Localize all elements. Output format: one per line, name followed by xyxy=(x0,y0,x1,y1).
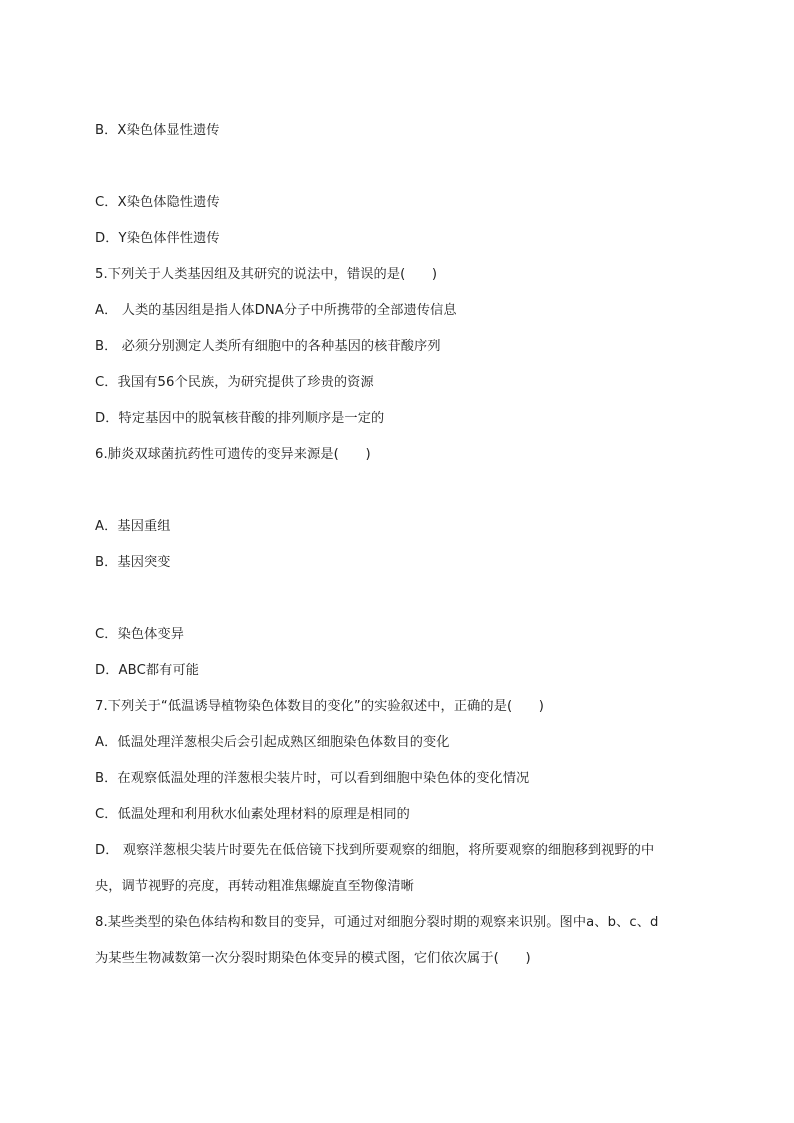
option-5a: A． 人类的基因组是指人体DNA分子中所携带的全部遗传信息 xyxy=(95,303,457,318)
option-7a: A．低温处理洋葱根尖后会引起成熟区细胞染色体数目的变化 xyxy=(95,735,450,750)
question-8-stem-line-1: 8.某些类型的染色体结构和数目的变异，可通过对细胞分裂时期的观察来识别。图中a、b、c、d xyxy=(95,915,659,930)
option-4b: B．X染色体显性遗传 xyxy=(95,123,220,138)
option-5b: B． 必须分别测定人类所有细胞中的各种基因的核苷酸序列 xyxy=(95,339,441,354)
option-5d: D．特定基因中的脱氧核苷酸的排列顺序是一定的 xyxy=(95,411,385,426)
option-6c: C．染色体变异 xyxy=(95,627,185,642)
question-5-stem: 5.下列关于人类基因组及其研究的说法中，错误的是( ) xyxy=(95,267,438,282)
option-6d: D．ABC都有可能 xyxy=(95,663,200,678)
option-7c: C．低温处理和利用秋水仙素处理材料的原理是相同的 xyxy=(95,807,410,822)
question-8-stem-line-2: 为某些生物减数第一次分裂时期染色体变异的模式图，它们依次属于( ) xyxy=(95,951,531,966)
option-7b: B．在观察低温处理的洋葱根尖装片时，可以看到细胞中染色体的变化情况 xyxy=(95,771,530,786)
option-7d-line-2: 央，调节视野的亮度，再转动粗准焦螺旋直至物像清晰 xyxy=(95,879,414,894)
option-5c: C．我国有56个民族，为研究提供了珍贵的资源 xyxy=(95,375,374,390)
option-6a: A．基因重组 xyxy=(95,519,171,534)
option-4d: D．Y染色体伴性遗传 xyxy=(95,231,220,246)
question-7-stem: 7.下列关于“低温诱导植物染色体数目的变化”的实验叙述中，正确的是( ) xyxy=(95,699,545,714)
option-4c: C．X染色体隐性遗传 xyxy=(95,195,220,210)
question-6-stem: 6.肺炎双球菌抗药性可遗传的变异来源是( ) xyxy=(95,447,371,462)
option-6b: B．基因突变 xyxy=(95,555,171,570)
option-7d-line-1: D． 观察洋葱根尖装片时要先在低倍镜下找到所要观察的细胞，将所要观察的细胞移到视野的中 xyxy=(95,843,655,858)
